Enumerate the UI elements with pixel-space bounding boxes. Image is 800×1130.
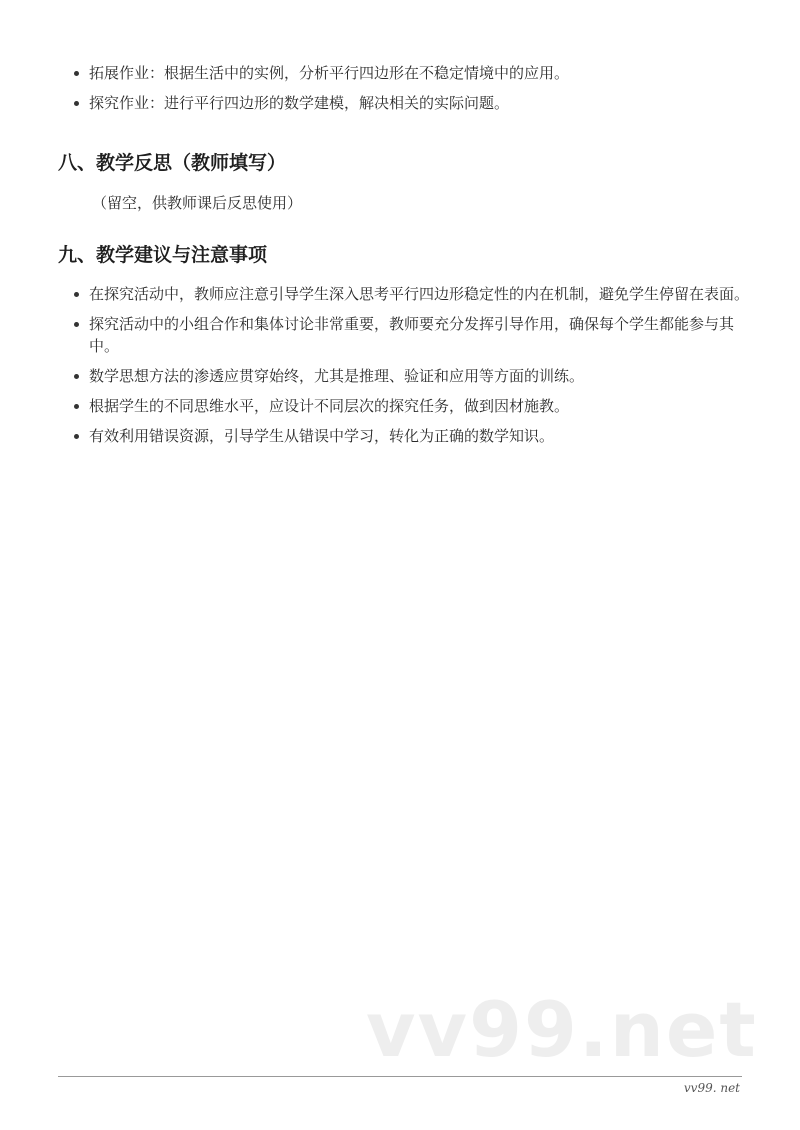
section-8-note: （留空，供教师课后反思使用） <box>92 194 303 212</box>
list-item-text: 根据学生的不同思维水平，应设计不同层次的探究任务，做到因材施教。 <box>89 397 570 415</box>
list-item <box>74 283 749 305</box>
section-9-heading: 九、教学建议与注意事项 <box>58 244 268 266</box>
list-item <box>74 92 749 114</box>
list-item-text: 拓展作业：根据生活中的实例，分析平行四边形在不稳定情境中的应用。 <box>89 64 570 82</box>
list-item <box>74 365 749 387</box>
suggestions-list <box>74 283 749 455</box>
list-item-text: 在探究活动中，教师应注意引导学生深入思考平行四边形稳定性的内在机制，避免学生停留在表面。 <box>89 285 750 303</box>
homework-list <box>74 62 749 122</box>
list-item <box>74 395 749 417</box>
list-item <box>74 425 749 447</box>
bullet-icon <box>74 374 79 379</box>
bullet-icon <box>74 101 79 106</box>
list-item <box>74 313 749 357</box>
footer-site-label: vv99. net <box>683 1081 740 1095</box>
bullet-icon <box>74 71 79 76</box>
bullet-icon <box>74 434 79 439</box>
bullet-icon <box>74 322 79 327</box>
bullet-icon <box>74 292 79 297</box>
list-item-text: 有效利用错误资源，引导学生从错误中学习，转化为正确的数学知识。 <box>89 427 555 445</box>
footer-divider <box>58 1076 742 1077</box>
list-item-text: 探究活动中的小组合作和集体讨论非常重要，教师要充分发挥引导作用，确保每个学生都能参与其中。 <box>89 315 735 355</box>
list-item <box>74 62 749 84</box>
section-8-heading: 八、教学反思（教师填写） <box>58 152 287 174</box>
list-item-text: 探究作业：进行平行四边形的数学建模，解决相关的实际问题。 <box>89 94 510 112</box>
bullet-icon <box>74 404 79 409</box>
list-item-text: 数学思想方法的渗透应贯穿始终，尤其是推理、验证和应用等方面的训练。 <box>89 367 585 385</box>
watermark: vv99.net <box>366 985 758 1074</box>
